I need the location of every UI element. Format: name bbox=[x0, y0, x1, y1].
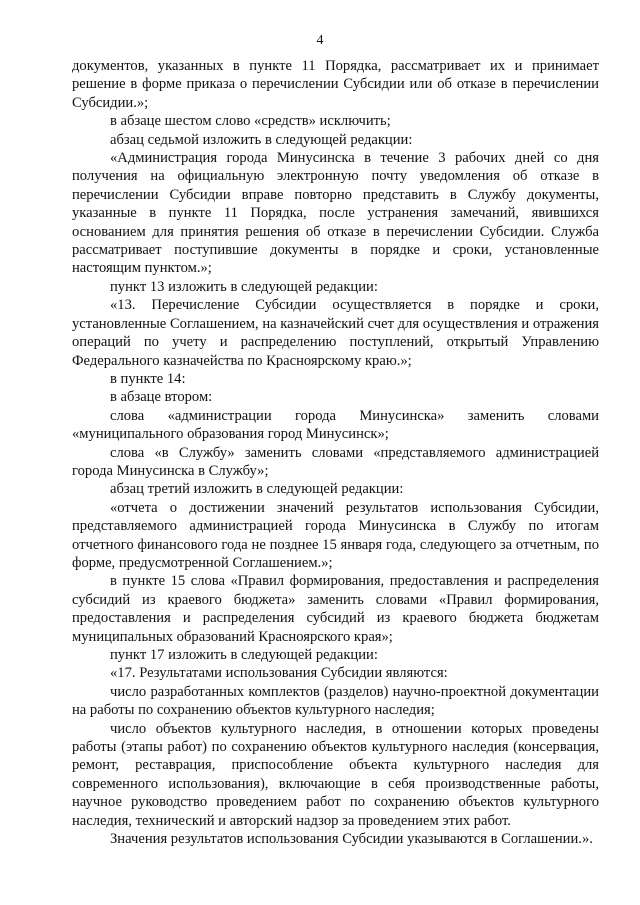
paragraph: пункт 13 изложить в следующей редакции: bbox=[110, 278, 378, 295]
paragraph: число разработанных комплектов (разделов) научно-проектной документации на работы по сохранению объектов культурного наследия; bbox=[72, 683, 599, 719]
paragraph: слова «администрации города Минусинска» заменить словами «муниципального образования город Минусинск»; bbox=[72, 407, 599, 443]
paragraph: абзац седьмой изложить в следующей редакции: bbox=[110, 131, 413, 148]
page-number: 4 bbox=[316, 33, 324, 48]
document-body bbox=[72, 57, 599, 848]
paragraph: в абзаце втором: bbox=[110, 389, 213, 406]
paragraph: Значения результатов использования Субсидии указываются в Соглашении.». bbox=[110, 831, 593, 848]
paragraph: «отчета о достижении значений результатов использования Субсидии, представляемого администрацией города Минусинска в Службу по итогам отчетного финансового года не позднее 15 января года, следующего за отчетным, по форме, предусмотренной Соглашением.»; bbox=[72, 499, 599, 571]
paragraph: документов, указанных в пункте 11 Порядка, рассматривает их и принимает решение в форме приказа о перечислении Субсидии или об отказе в перечислении Субсидии.»; bbox=[72, 58, 599, 111]
paragraph: пункт 17 изложить в следующей редакции: bbox=[110, 647, 378, 663]
paragraph: в пункте 14: bbox=[110, 370, 186, 387]
paragraph: число объектов культурного наследия, в отношении которых проведены работы (этапы работ) по сохранению объектов культурного наследия (консервация, ремонт, реставрация, приспособление объекта культурного наследия для современного использования), включающие в себя производственные работы, научное руководство проведением работ по сохранению объектов культурного наследия, технический и авторский надзор за проведением этих работ. bbox=[72, 720, 599, 829]
paragraph: слова «в Службу» заменить словами «представляемого администрацией города Минусинска в Службу»; bbox=[72, 444, 599, 479]
paragraph: в абзаце шестом слово «средств» исключить; bbox=[110, 113, 391, 130]
paragraph: в пункте 15 слова «Правил формирования, предоставления и распределения субсидий из краевого бюджета» заменить словами «Правил формирования, предоставления и распределения субсидий из краевого бюджета бюджетам муниципальных образований Красноярского края»; bbox=[72, 573, 599, 645]
paragraph: «17. Результатами использования Субсидии являются: bbox=[110, 665, 448, 682]
paragraph: «Администрация города Минусинска в течение 3 рабочих дней со дня получения на официальную электронную почту уведомления об отказе в перечислении Субсидии вправе повторно представить в Службу документы, указанные в пункте 11 Порядка, после устранения замечаний, явившихся основанием для принятия решения об отказе в перечислении Субсидии. Служба рассматривает поступившие документы в порядке и сроки, установленные настоящим пунктом.»; bbox=[72, 150, 599, 277]
paragraph: абзац третий изложить в следующей редакции: bbox=[110, 481, 404, 498]
paragraph: «13. Перечисление Субсидии осуществляется в порядке и сроки, установленные Соглашением, на казначейский счет для осуществления и отражения операций по учету и распределению поступлений, открытый Управлению Федерального казначейства по Красноярскому краю.»; bbox=[72, 297, 599, 369]
